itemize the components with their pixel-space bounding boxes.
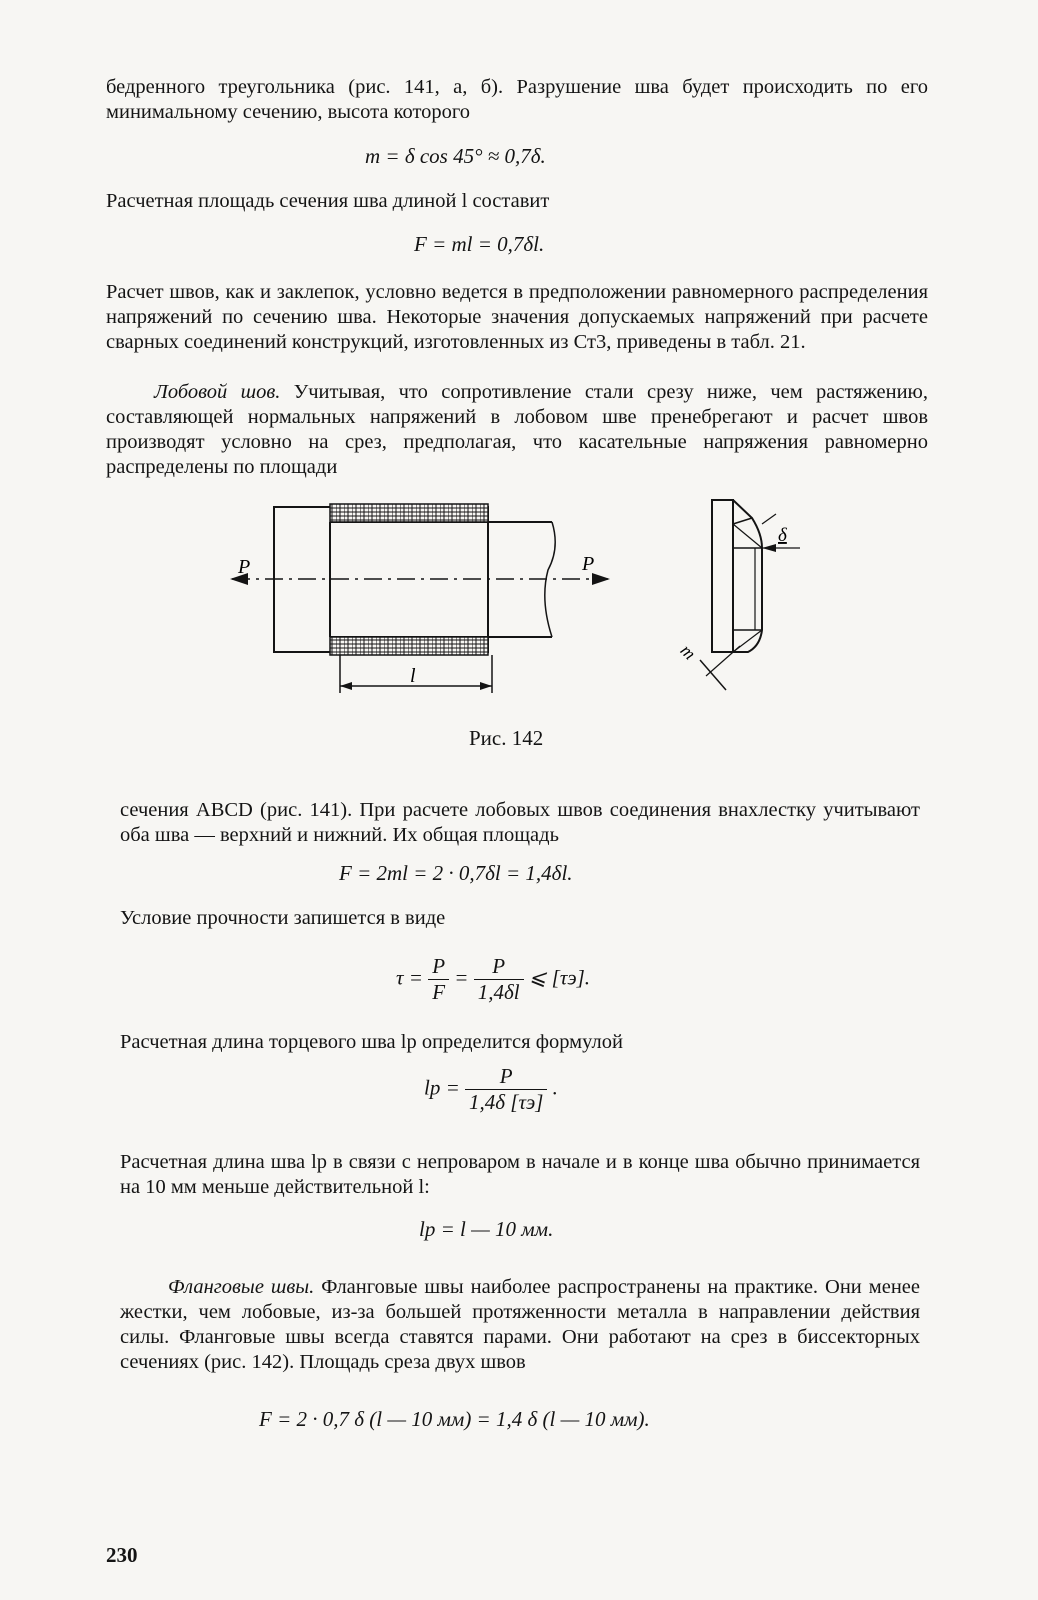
fraction-P-14dl: $\frac{P}{1,4\delta l}$ — [474, 954, 524, 1005]
weld-bottom — [330, 637, 488, 655]
paragraph-7: Расчетная длина торцевого шва lр определится формулой — [120, 1031, 623, 1053]
page-number: 230 — [106, 1543, 138, 1567]
formula-F-2ml: F = 2ml = 2 · 0,7δl = 1,4δl. — [339, 861, 573, 885]
paragraph-3: Расчет швов, как и заклепок, условно ведется в предположении равномерного распределения напряжений по сечению шва. Некоторые значения допускаемых напряжений при расчете сварных соединений конструкций, изготовленных из Ст3, приведены в табл. 21. — [106, 281, 928, 353]
force-label-right: P — [582, 553, 595, 575]
paragraph-6: Условие прочности запишется в виде — [120, 907, 446, 929]
m-label: m — [676, 640, 700, 664]
formula-strength-tau: τ = — [396, 965, 423, 990]
paragraph-8: Расчетная длина шва lр в связи с непроваром в начале и в конце шва обычно принимается на 10 мм меньше действительной l: — [120, 1151, 920, 1198]
paragraph-5: сечения ABCD (рис. 141). При расчете лобовых швов соединения внахлестку учитывают оба шва — верхний и нижний. Их общая площадь — [120, 799, 920, 846]
arrow-right — [592, 573, 610, 585]
heading-frontal-weld: Лобовой шов. — [154, 381, 281, 403]
paragraph-4-body: Учитывая, что сопротивление стали срезу ниже, чем растяжению, составляющей нормальных напряжений в лобовом шве пренебрегают и расчет швов производят условно на срез, предполагая, что касательные напряжения равномерно распределены по площади — [106, 381, 928, 478]
force-label-left: P — [238, 556, 251, 578]
formula-lp: lр = $\frac{P}{1,4\delta [\tau э]}$ . — [424, 1064, 558, 1114]
fraction-P-F: $\frac{P}{F}$ — [428, 954, 449, 1005]
delta-label: δ — [778, 525, 787, 546]
paragraph-2: Расчетная площадь сечения шва длиной l составит — [106, 190, 550, 212]
heading-flank-welds: Фланговые швы. — [168, 1276, 315, 1298]
paragraph-9-body: Фланговые швы наиболее распространены на практике. Они менее жестки, чем лобовые, из-за большей протяженности металла в направлении действия силы. Фланговые швы всегда ставятся парами. Они работают на срез в биссекторных сечениях (рис. 142). Площадь среза двух швов — [120, 1276, 920, 1373]
figure-caption: Рис. 142 — [469, 726, 544, 750]
formula-lp-minus-10: lр = l — 10 мм. — [419, 1217, 554, 1241]
formula-strength: τ = $\frac{P}{F}$ = $\frac{P}{1,4\delta l}$ ⩽ [τэ]. — [396, 954, 591, 1004]
formula-shear-area: F = 2 · 0,7 δ (l — 10 мм) = 1,4 δ (l — 10 мм). — [259, 1407, 650, 1431]
formula-F-ml: F = ml = 0,7δl. — [414, 232, 545, 256]
dimension-l-label: l — [410, 665, 416, 687]
paragraph-9 — [120, 1275, 920, 1375]
fraction-lp: $\frac{P}{1,4\delta [\tau э]}$ — [465, 1064, 547, 1115]
weld-top — [330, 504, 488, 522]
section-plate — [712, 500, 733, 652]
formula-m: m = δ cos 45° ≈ 0,7δ. — [365, 144, 546, 168]
dimension-m — [700, 660, 726, 690]
paragraph-1: бедренного треугольника (рис. 141, а, б). Разрушение шва будет происходить по его минимальному сечению, высота которого — [106, 76, 928, 123]
figure-142 — [0, 0, 1038, 720]
